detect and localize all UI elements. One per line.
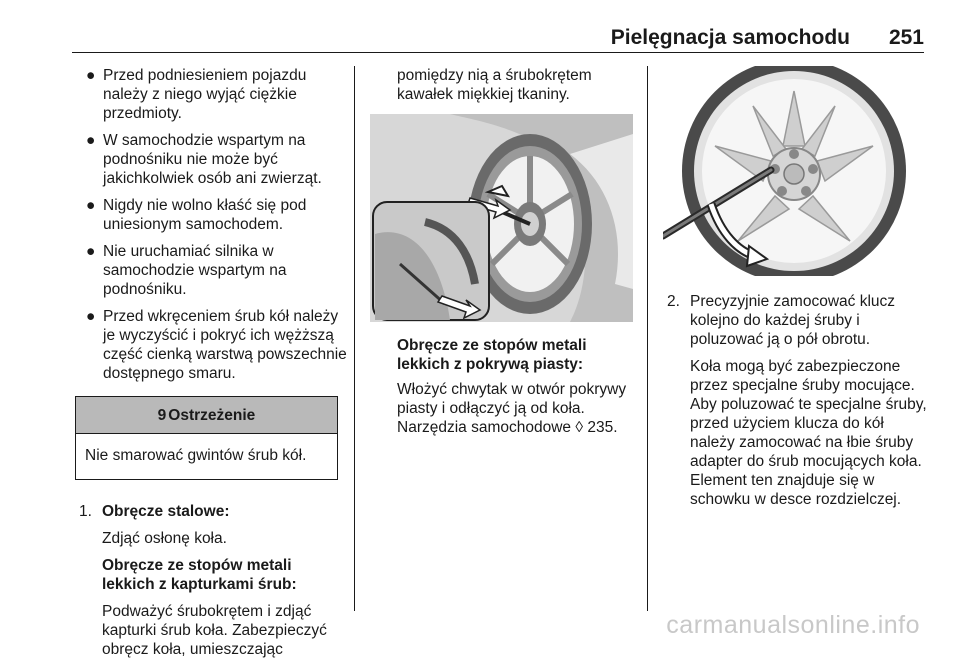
step-subheading: Obręcze ze stopów metali lekkich z kapturkami śrub: (102, 557, 297, 593)
step-number: 2. (667, 293, 680, 310)
warning-box (75, 396, 338, 480)
warning-header (76, 397, 337, 434)
list-item: ● Przed podniesieniem pojazdu należy z niego wyjąć ciężkie przedmioty. (86, 67, 307, 122)
list-item: ● Nigdy nie wolno kłaść się pod uniesionym samochodem. (86, 197, 307, 233)
column-divider-2 (647, 66, 648, 611)
list-item: ● W samochodzie wspartym na podnośniku nie może być jakichkolwiek osób ani zwierząt. (86, 132, 322, 187)
step-note: Koła mogą być zabezpieczone przez specjalne śruby mocujące. Aby poluzować te specjalne śruby, przed użyciem klucza do kół należy zamocować na łbie śruby adapter do śrub mocujących koła. Element ten znajduje się w schowku w desce rozdzielczej. (690, 358, 927, 508)
page-header (72, 24, 924, 53)
column-right (663, 66, 931, 517)
wheel-wrench-illustration (663, 66, 926, 276)
step-1 (75, 502, 347, 659)
hub-cap-illustration (370, 114, 633, 322)
page-title: Pielęgnacja samochodu (610, 26, 850, 49)
warning-title: Ostrzeżenie (168, 406, 256, 424)
figure-caption: Obręcze ze stopów metali lekkich z pokrywą piasty: (397, 337, 587, 373)
step-text: Zdjąć osłonę koła. (102, 530, 227, 547)
wheel-wrench-figure (663, 66, 926, 276)
column-middle (370, 66, 635, 444)
warning-text: Nie smarować gwintów śrub kół. (85, 447, 307, 464)
warning-icon: 9 (157, 406, 167, 424)
list-item: ● Nie uruchamiać silnika w samochodzie wspartym na podnośniku. (86, 243, 287, 298)
step-text: Precyzyjnie zamocować klucz kolejno do każdej śruby i poluzować ją o pół obrotu. (690, 293, 896, 348)
column-divider-1 (354, 66, 355, 611)
list-item: ● Przed wkręceniem śrub kół należy je wyczyścić i pokryć ich wężższą część cienką warstwą powszechnie dostępnego smaru. (86, 308, 347, 382)
step-text: Podważyć śrubokrętem i zdjąć kapturki śrub koła. Zabezpieczyć obręcz koła, umieszczając (102, 603, 327, 658)
watermark: carmanualsonline.info (666, 611, 920, 639)
reference-icon: ◊ (575, 419, 584, 436)
column-left (75, 66, 347, 667)
step-number: 1. (79, 503, 92, 520)
continued-text: pomiędzy nią a śrubokrętem kawałek miękkiej tkaniny. (397, 67, 592, 103)
body-text: Włożyć chwytak w otwór pokrywy piasty i odłączyć ją od koła. (397, 381, 627, 417)
hub-cap-figure (370, 114, 633, 322)
page-number: 251 (888, 26, 924, 49)
cross-reference: Narzędzia samochodowe ◊ 235. (397, 419, 618, 436)
step-2 (663, 292, 931, 509)
step-heading: Obręcze stalowe: (102, 503, 230, 520)
